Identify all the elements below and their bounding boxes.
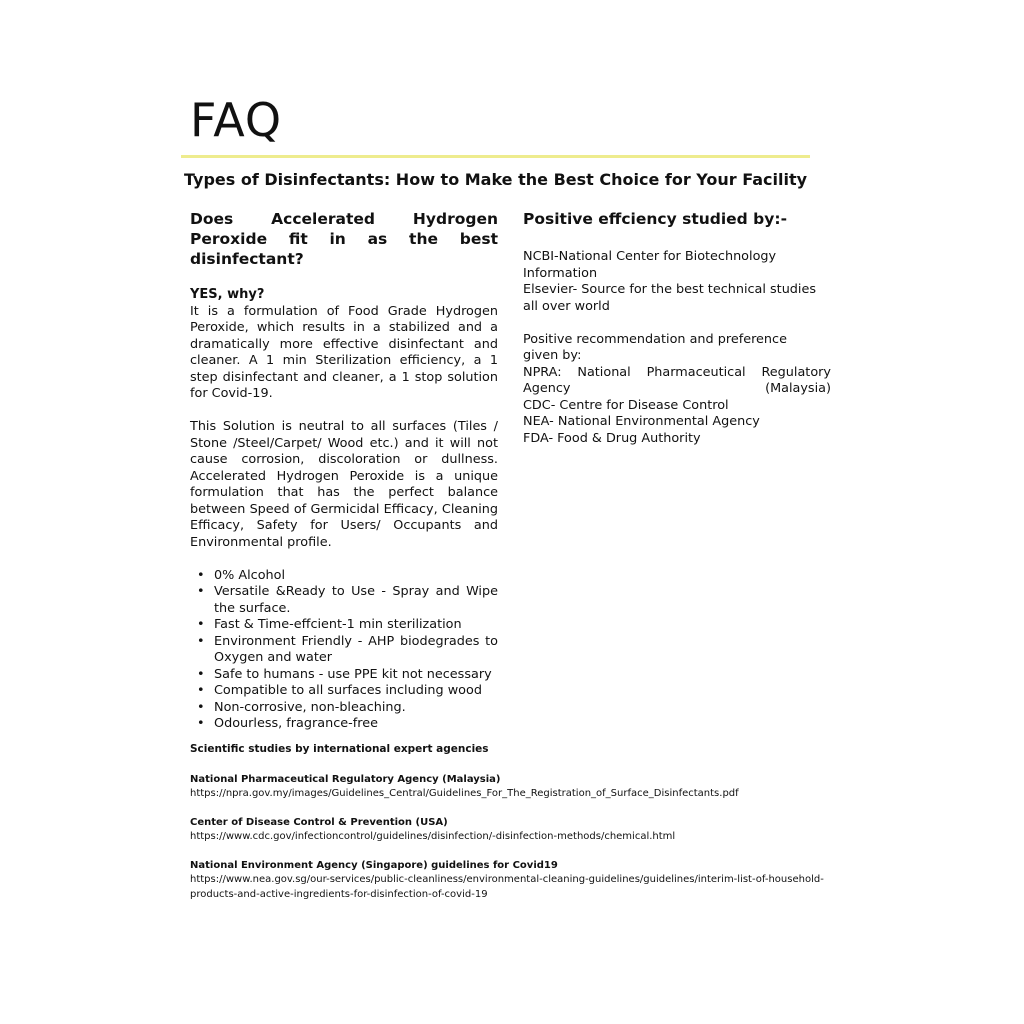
efficiency-heading: Positive effciency studied by:- xyxy=(523,210,787,228)
reference-link[interactable]: https://npra.gov.my/images/Guidelines_Central/Guidelines_For_The_Registration_of_Surface_Disinfectants.pdf xyxy=(190,788,739,799)
faq-right-column xyxy=(523,209,831,447)
answer-paragraph: It is a formulation of Food Grade Hydrogen Peroxide, which results in a stabilized and a dramatically more effective disinfectant and cleaner. A 1 min Sterilization efficiency, a 1 step disinfectant and cleaner, a 1 stop solution for Covid-19. xyxy=(190,303,498,401)
reference-title: Center of Disease Control & Prevention (USA) xyxy=(190,816,448,828)
faq-left-column xyxy=(190,209,498,733)
list-item: • Fast & Time-effcient-1 min sterilization xyxy=(214,617,498,634)
reference-title: National Environment Agency (Singapore) guidelines for Covid19 xyxy=(190,859,558,871)
recommendation-intro: Positive recommendation and preference given by: xyxy=(523,331,787,363)
list-item: FDA- Food & Drug Authority xyxy=(523,430,701,446)
list-item: • Versatile &Ready to Use - Spray and Wipe the surface. xyxy=(214,584,498,617)
recommendation-block xyxy=(523,332,831,448)
references-section xyxy=(190,742,830,916)
reference-item xyxy=(190,816,830,845)
studied-by-list xyxy=(523,249,831,315)
faq-question: Does Accelerated Hydrogen Peroxide fit in as the best disinfectant? xyxy=(190,210,498,268)
list-item: • Odourless, fragrance-free xyxy=(214,716,498,733)
answer-label: YES, why? xyxy=(190,287,265,302)
page-title: FAQ xyxy=(190,93,283,147)
list-item: • 0% Alcohol xyxy=(214,568,498,585)
answer-paragraph: This Solution is neutral to all surfaces (Tiles / Stone /Steel/Carpet/ Wood etc.) and it will not cause corrosion, discoloration or dullness. Accelerated Hydrogen Peroxide is a unique formulation that has the perfect balance between Speed of Germicidal Efficacy, Cleaning Efficacy, Safety for Users/ Occupants and Environmental profile. xyxy=(190,419,498,550)
list-item: NPRA: National Pharmaceutical Regulatory Agency (Malaysia) xyxy=(523,364,831,396)
page-subtitle: Types of Disinfectants: How to Make the Best Choice for Your Facility xyxy=(184,170,808,189)
list-item: NCBI-National Center for Biotechnology Information xyxy=(523,249,777,281)
list-item: • Non-corrosive, non-bleaching. xyxy=(214,700,498,717)
benefits-list xyxy=(190,568,498,733)
list-item: • Environment Friendly - AHP biodegrades to Oxygen and water xyxy=(214,634,498,667)
list-item: • Compatible to all surfaces including wood xyxy=(214,683,498,700)
list-item: Elsevier- Source for the best technical studies all over world xyxy=(523,282,817,314)
reference-item xyxy=(190,859,830,903)
reference-item xyxy=(190,773,830,802)
references-heading: Scientific studies by international expert agencies xyxy=(190,743,489,755)
reference-link[interactable]: https://www.nea.gov.sg/our-services/public-cleanliness/environmental-cleaning-guidelines/guidelines/interim-list-of-household-products-and-active-ingredients-for-disinfection-of-covid-19 xyxy=(190,874,824,900)
list-item: CDC- Centre for Disease Control xyxy=(523,397,729,413)
list-item: NEA- National Environmental Agency xyxy=(523,414,760,429)
title-underline xyxy=(181,155,810,158)
list-item: • Safe to humans - use PPE kit not necessary xyxy=(214,667,498,684)
reference-link[interactable]: https://www.cdc.gov/infectioncontrol/guidelines/disinfection/-disinfection-methods/chemical.html xyxy=(190,831,676,842)
reference-title: National Pharmaceutical Regulatory Agency (Malaysia) xyxy=(190,773,501,785)
